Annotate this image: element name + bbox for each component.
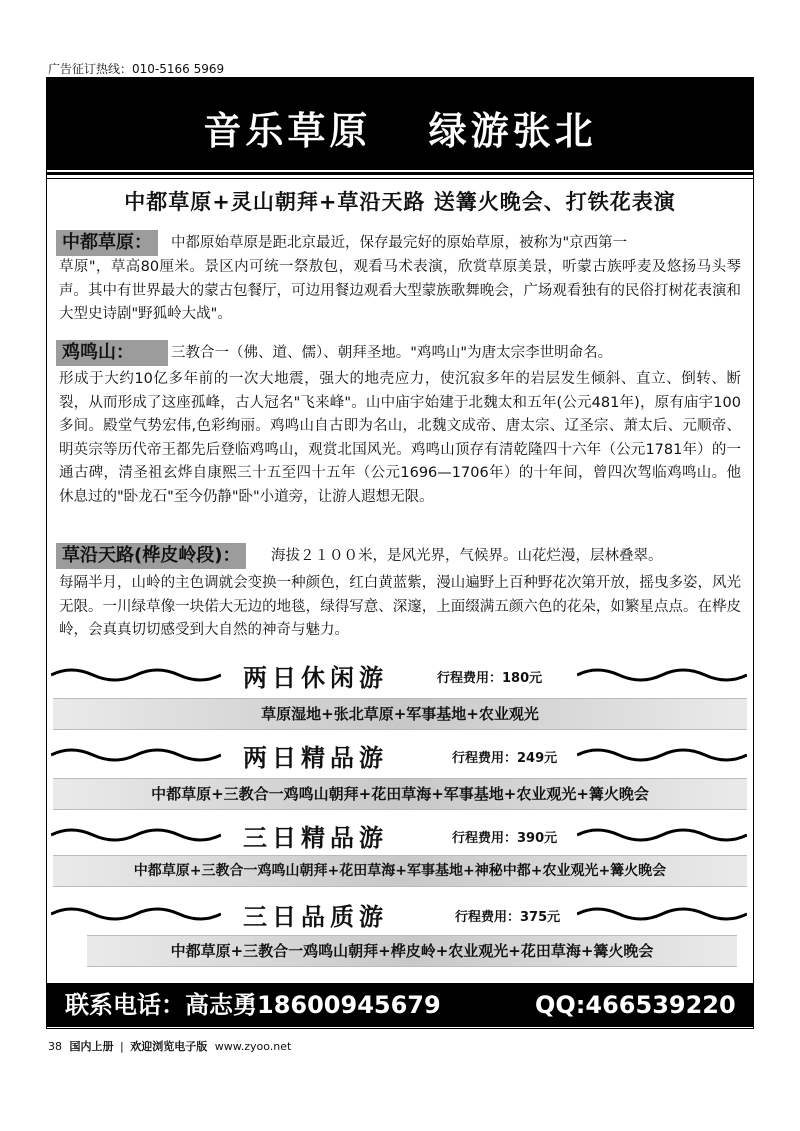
page-footer — [48, 1038, 291, 1054]
wave-divider-right — [577, 661, 747, 685]
tour-route: 草原湿地+张北草原+军事基地+农业观光 — [53, 698, 747, 730]
wave-divider-right — [577, 900, 747, 924]
divider — [47, 172, 753, 175]
page-number: 38 — [48, 1040, 62, 1053]
footer-site-link[interactable]: www.zyoo.net — [214, 1040, 292, 1053]
title-banner — [47, 78, 753, 170]
wave-divider-left — [51, 821, 221, 845]
tour-title: 两日精品游 — [243, 744, 388, 772]
wave-divider-left — [51, 741, 221, 765]
banner-title: 音乐草原 绿游张北 — [203, 109, 597, 153]
section-label-caoyan-tianlu: 草沿天路(桦皮岭段)： — [56, 543, 246, 569]
section-body: 每隔半月，山岭的主色调就会变换一种颜色，红白黄蓝紫，漫山遍野上百种野花次第开放，摇曳多姿，风光无限。一川绿草像一块偌大无边的地毯，绿得写意、深邃，上面缀满五颜六色的花朵，如繁星点点。在桦皮岭，会真真切切感受到大自然的神奇与魅力。 — [59, 575, 741, 638]
wave-divider-right — [577, 741, 747, 765]
section-first-line: 三教合一（佛、道、儒）、朝拜圣地。"鸡鸣山"为唐太宗李世明命名。 — [171, 345, 613, 361]
tour-fee: 行程费用：375元 — [455, 910, 561, 925]
contact-phone: 联系电话：高志勇18600945679 — [65, 991, 441, 1019]
section-body: 草原"，草高80厘米。景区内可统一祭敖包，观看马术表演，欣赏草原美景，听蒙古族呼麦及悠扬马头琴声。其中有世界最大的蒙古包餐厅，可边用餐边观看大型蒙族歌舞晚会，广场观看独有的民俗打树花表演和大型史诗剧"野狐岭大战"。 — [59, 259, 741, 322]
advertising-hotline: 广告征订热线：010-5166 5969 — [48, 62, 225, 76]
contact-bar — [47, 983, 753, 1027]
section-label-jimingshan: 鸡鸣山： — [56, 340, 168, 366]
footer-separator: | — [120, 1040, 124, 1053]
tour-title: 三日精品游 — [243, 824, 388, 852]
footer-section: 国内上册 — [69, 1040, 114, 1053]
wave-divider-left — [51, 661, 221, 685]
tour-title: 三日品质游 — [243, 903, 388, 931]
contact-qq: QQ:466539220 — [535, 991, 736, 1019]
footer-slogan: 欢迎浏览电子版 — [130, 1040, 208, 1053]
tour-route: 中都草原+三教合一鸡鸣山朝拜+花田草海+军事基地+农业观光+篝火晚会 — [53, 778, 747, 810]
section-first-line: 海拔２１００米，是风光界，气候界。山花烂漫，层林叠翠。 — [271, 548, 663, 564]
headline: 中都草原+灵山朝拜+草沿天路 送篝火晚会、打铁花表演 — [124, 190, 676, 214]
divider — [47, 178, 753, 179]
tour-route: 中都草原+三教合一鸡鸣山朝拜+花田草海+军事基地+神秘中都+农业观光+篝火晚会 — [53, 855, 747, 887]
tour-fee: 行程费用：390元 — [452, 831, 558, 846]
tour-fee: 行程费用：180元 — [437, 671, 543, 686]
section-body: 形成于大约10亿多年前的一次大地震，强大的地壳应力，使沉寂多年的岩层发生倾斜、直立、倒转、断裂，从而形成了这座孤峰，古人冠名"飞来峰"。山中庙宇始建于北魏太和五年(公元481年)，原有庙宇100多间。殿堂气势宏伟,色彩绚丽。鸡鸣山自古即为名山，北魏文成帝、唐太宗、辽圣宗、萧太后、元顺帝、明英宗等历代帝王都先后登临鸡鸣山，观赏北国风光。鸡鸣山顶存有清乾隆四十六年（公元1781年）的一通古碑，清圣祖玄烨自康熙三十五至四十五年（公元1696—1706年）的十年间，曾四次驾临鸡鸣山。他休息过的"卧龙石"至今仍静"卧"小道旁，让游人遐想无限。 — [59, 371, 741, 505]
wave-divider-right — [577, 821, 747, 845]
section-label-zhongdu: 中都草原： — [56, 230, 158, 256]
section-first-line: 中都原始草原是距北京最近，保存最完好的原始草原，被称为"京西第一 — [171, 235, 628, 251]
tour-fee: 行程费用：249元 — [452, 751, 558, 766]
tour-route: 中都草原+三教合一鸡鸣山朝拜+桦皮岭+农业观光+花田草海+篝火晚会 — [87, 935, 737, 967]
wave-divider-left — [51, 900, 221, 924]
advertisement-frame — [46, 77, 754, 1029]
tour-title: 两日休闲游 — [243, 664, 388, 692]
